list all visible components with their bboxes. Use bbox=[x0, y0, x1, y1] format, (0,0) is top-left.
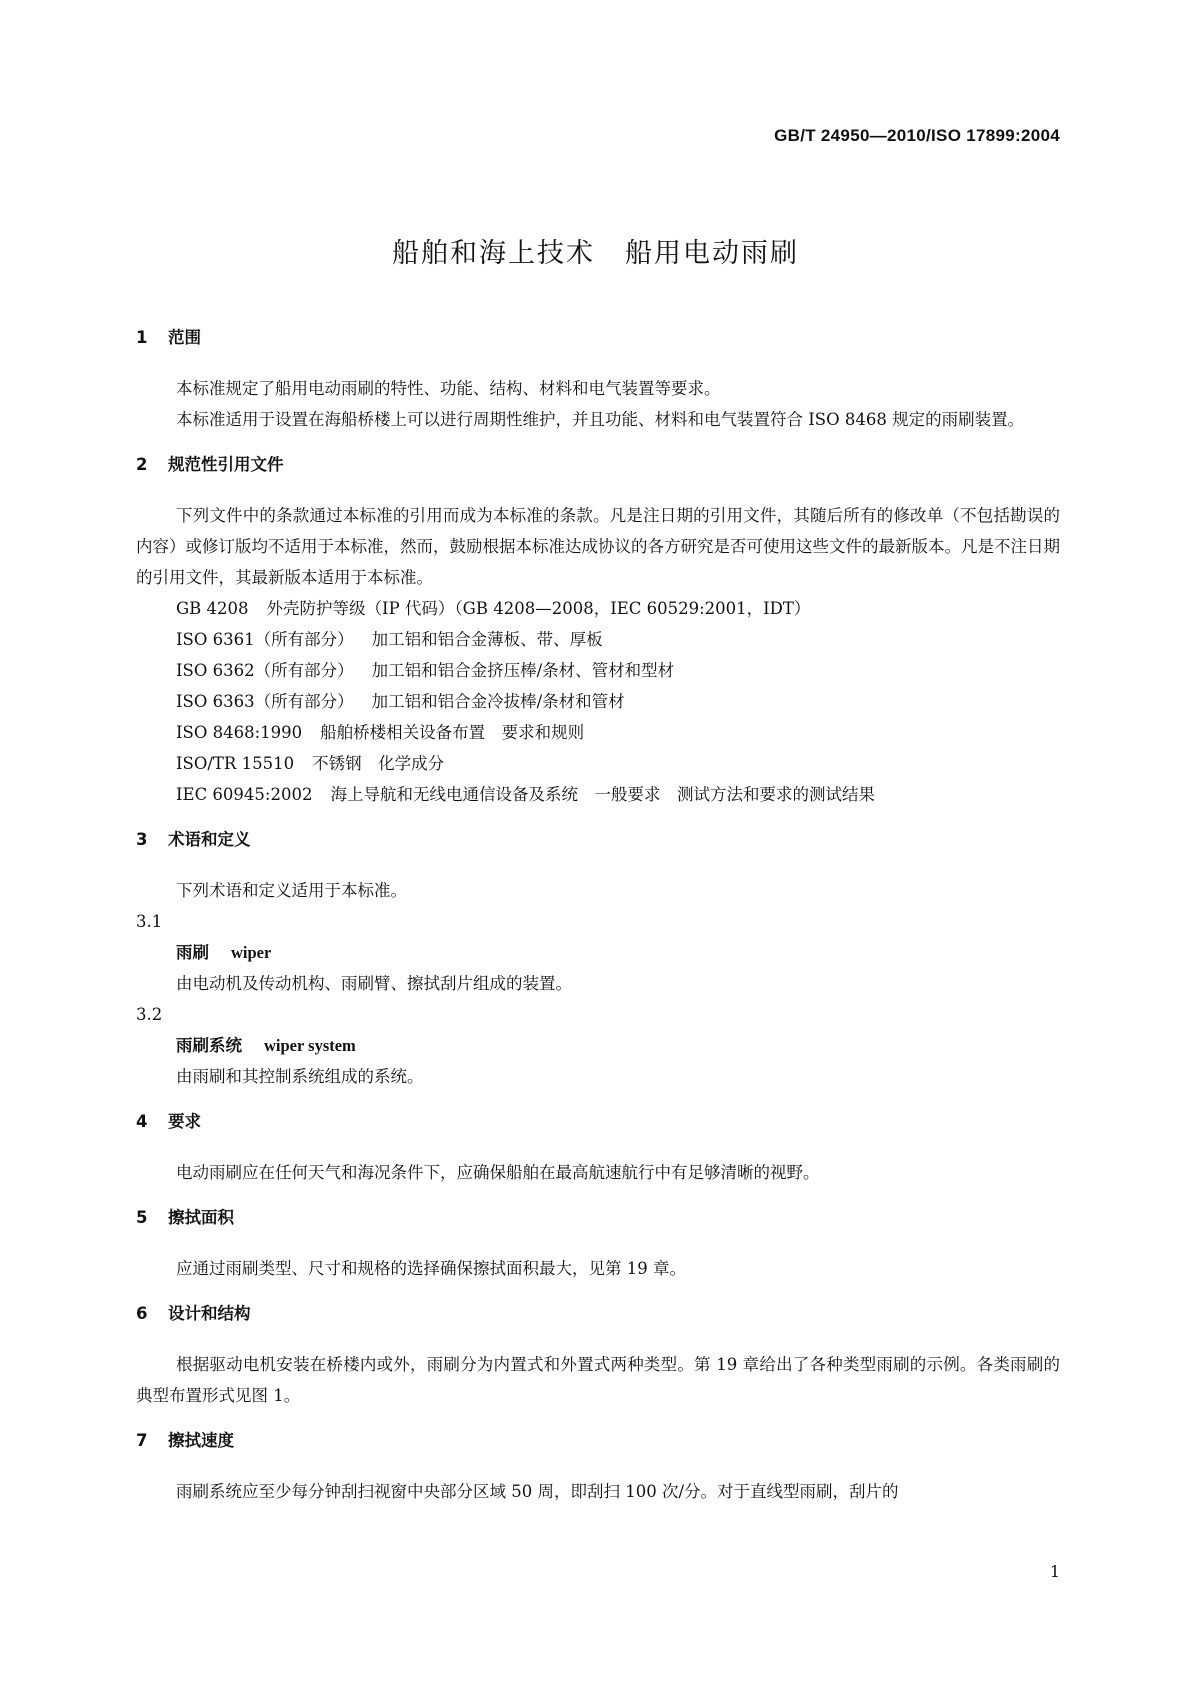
reference-item bbox=[136, 748, 1060, 779]
document-body bbox=[136, 322, 1060, 1507]
section-title: 规范性引用文件 bbox=[168, 455, 284, 474]
section-number: 5 bbox=[136, 1208, 148, 1227]
section-number: 7 bbox=[136, 1431, 148, 1450]
paragraph: 本标准适用于设置在海船桥楼上可以进行周期性维护，并且功能、材料和电气装置符合 ISO 8468 规定的雨刷装置。 bbox=[176, 410, 1025, 429]
section-heading-1 bbox=[136, 322, 1060, 353]
title-part-1: 船舶和海上技术 bbox=[392, 238, 595, 269]
section-title: 范围 bbox=[168, 328, 201, 347]
reference-code: ISO/TR 15510 bbox=[176, 754, 295, 773]
term-en: wiper system bbox=[264, 1036, 356, 1055]
reference-code: IEC 60945:2002 bbox=[176, 785, 313, 804]
paragraph: 应通过雨刷类型、尺寸和规格的选择确保擦拭面积最大，见第 19 章。 bbox=[176, 1259, 686, 1278]
section-heading-4 bbox=[136, 1106, 1060, 1137]
reference-code: ISO 6361（所有部分） bbox=[176, 630, 354, 649]
reference-code: GB 4208 bbox=[176, 599, 249, 618]
section-title: 要求 bbox=[168, 1112, 201, 1131]
section-number: 3 bbox=[136, 830, 148, 849]
section-heading-3 bbox=[136, 824, 1060, 855]
section-title: 擦拭面积 bbox=[168, 1208, 234, 1227]
section-heading-5 bbox=[136, 1202, 1060, 1233]
reference-code: ISO 8468:1990 bbox=[176, 723, 303, 742]
reference-title: 加工铝和铝合金冷拔棒/条材和管材 bbox=[371, 692, 625, 711]
section-heading-7 bbox=[136, 1425, 1060, 1456]
reference-title: 加工铝和铝合金薄板、带、厚板 bbox=[371, 630, 603, 649]
section-number: 2 bbox=[136, 455, 148, 474]
reference-title: 加工铝和铝合金挤压棒/条材、管材和型材 bbox=[371, 661, 675, 680]
paragraph: 雨刷系统应至少每分钟刮扫视窗中央部分区域 50 周，即刮扫 100 次/分。对于直线型雨刷，刮片的 bbox=[176, 1482, 899, 1501]
paragraph: 根据驱动电机安装在桥楼内或外，雨刷分为内置式和外置式两种类型。第 19 章给出了各种类型雨刷的示例。各类雨刷的典型布置形式见图 1。 bbox=[136, 1355, 1060, 1405]
reference-title: 船舶桥楼相关设备布置 要求和规则 bbox=[320, 723, 585, 742]
reference-item bbox=[136, 717, 1060, 748]
reference-code: ISO 6363（所有部分） bbox=[176, 692, 354, 711]
term-number: 3.2 bbox=[136, 1005, 163, 1024]
reference-item bbox=[136, 655, 1060, 686]
document-title bbox=[0, 231, 1191, 270]
term-name bbox=[136, 1030, 1060, 1061]
section-heading-2 bbox=[136, 449, 1060, 480]
term-zh: 雨刷 bbox=[176, 943, 209, 962]
reference-item bbox=[136, 624, 1060, 655]
section-number: 1 bbox=[136, 328, 148, 347]
paragraph: 电动雨刷应在任何天气和海况条件下，应确保船舶在最高航速航行中有足够清晰的视野。 bbox=[176, 1163, 820, 1182]
term-en: wiper bbox=[231, 943, 272, 962]
paragraph: 下列术语和定义适用于本标准。 bbox=[176, 881, 407, 900]
term-definition: 由雨刷和其控制系统组成的系统。 bbox=[176, 1067, 424, 1086]
paragraph: 本标准规定了船用电动雨刷的特性、功能、结构、材料和电气装置等要求。 bbox=[176, 379, 721, 398]
reference-title: 海上导航和无线电通信设备及系统 一般要求 测试方法和要求的测试结果 bbox=[330, 785, 875, 804]
reference-item bbox=[136, 686, 1060, 717]
standard-number: GB/T 24950—2010/ISO 17899:2004 bbox=[774, 126, 1060, 145]
reference-title: 不锈钢 化学成分 bbox=[312, 754, 445, 773]
section-number: 6 bbox=[136, 1304, 148, 1323]
title-part-2: 船用电动雨刷 bbox=[625, 238, 799, 269]
reference-item bbox=[136, 593, 1060, 624]
term-zh: 雨刷系统 bbox=[176, 1036, 242, 1055]
reference-item bbox=[136, 779, 1060, 810]
paragraph: 下列文件中的条款通过本标准的引用而成为本标准的条款。凡是注日期的引用文件，其随后所有的修改单（不包括勘误的内容）或修订版均不适用于本标准，然而，鼓励根据本标准达成协议的各方研究是否可使用这些文件的最新版本。凡是不注日期的引用文件，其最新版本适用于本标准。 bbox=[136, 506, 1060, 587]
section-title: 擦拭速度 bbox=[168, 1431, 234, 1450]
reference-code: ISO 6362（所有部分） bbox=[176, 661, 354, 680]
section-number: 4 bbox=[136, 1112, 148, 1131]
term-definition: 由电动机及传动机构、雨刷臂、擦拭刮片组成的装置。 bbox=[176, 974, 572, 993]
section-heading-6 bbox=[136, 1298, 1060, 1329]
term-number: 3.1 bbox=[136, 912, 163, 931]
term-name bbox=[136, 937, 1060, 968]
page-number: 1 bbox=[1049, 1562, 1060, 1581]
section-title: 术语和定义 bbox=[168, 830, 251, 849]
reference-title: 外壳防护等级（IP 代码）（GB 4208—2008，IEC 60529:2001，IDT） bbox=[266, 599, 811, 618]
section-title: 设计和结构 bbox=[168, 1304, 251, 1323]
